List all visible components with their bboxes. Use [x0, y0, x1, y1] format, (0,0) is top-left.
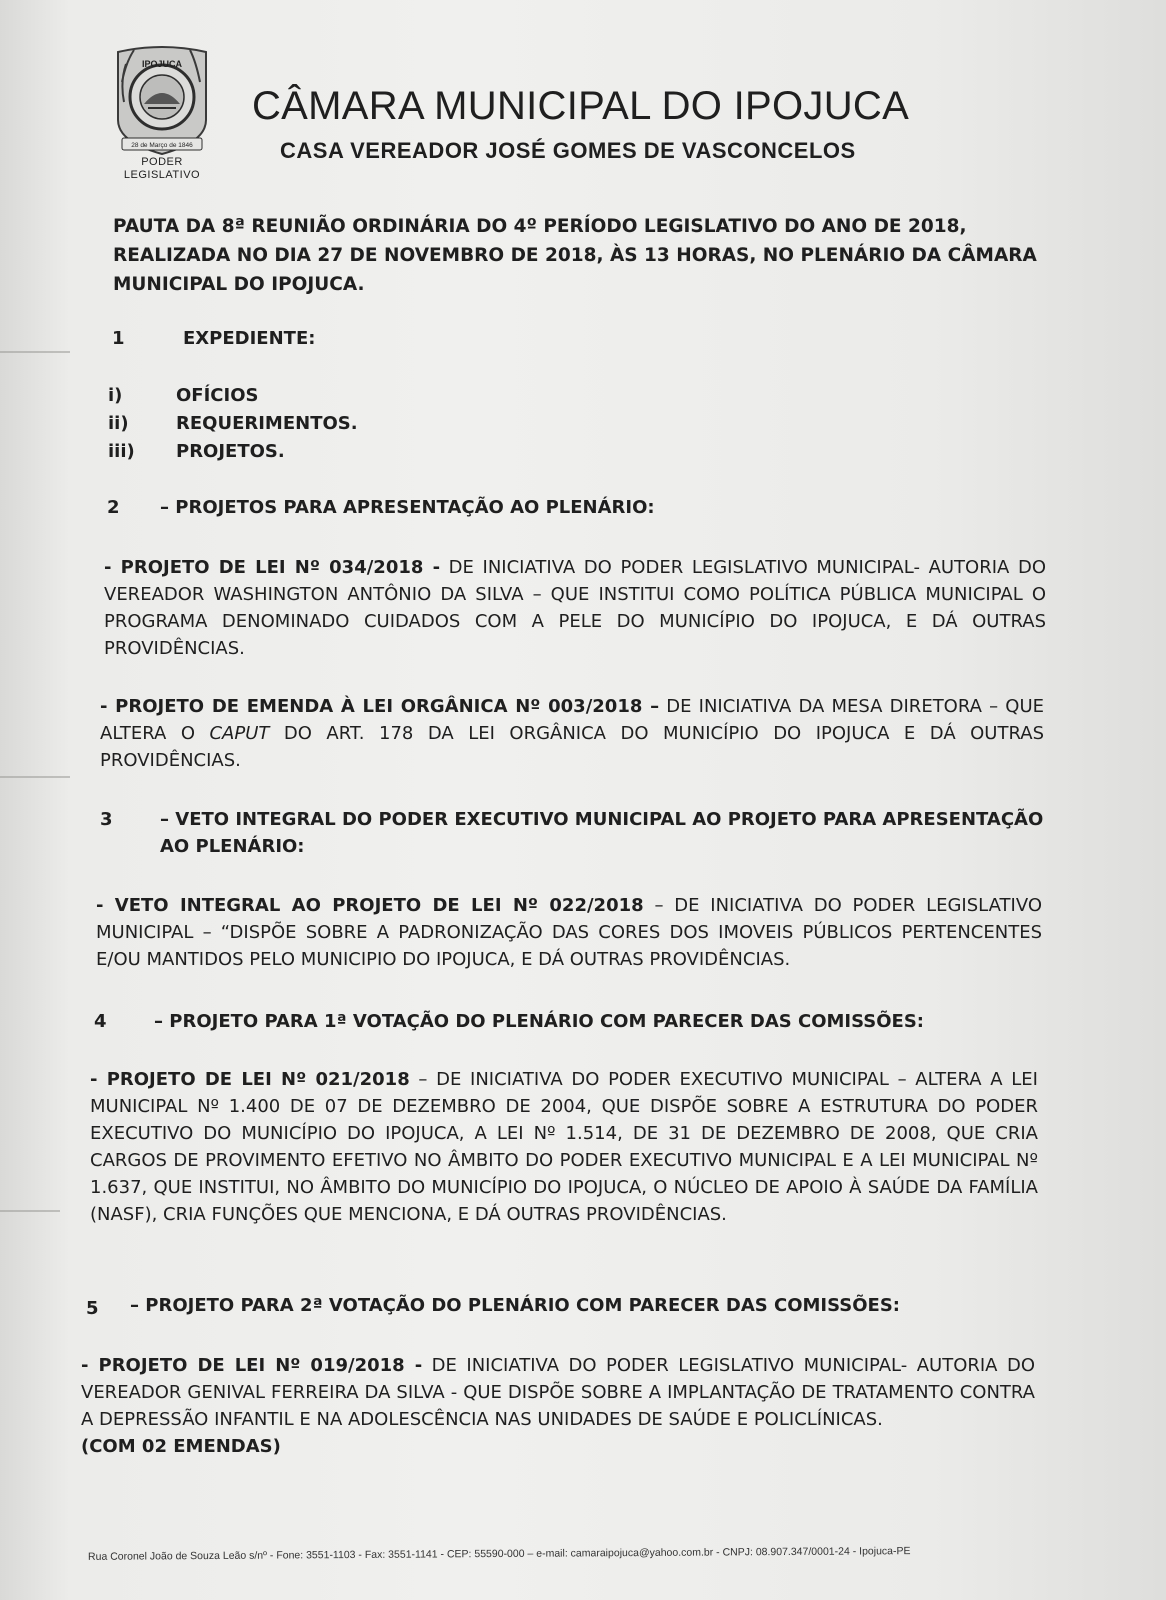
logo-caption-line2: LEGISLATIVO — [123, 169, 201, 181]
logo-caption-line1: PODER — [141, 156, 183, 168]
section-5-heading: – PROJETO PARA 2ª VOTAÇÃO DO PLENÁRIO COM PARECER DAS COMISSÕES: — [130, 1295, 901, 1316]
chamber-title: CÂMARA MUNICIPAL DO IPOJUCA — [252, 84, 910, 128]
project-description: – DE INICIATIVA DO PODER EXECUTIVO MUNICIPAL – ALTERA A LEI MUNICIPAL Nº 1.400 DE 07 DE DEZEMBRO DE 2004, QUE DISPÕE SOBRE A ESTRUTURA DO PODER EXECUTIVO DO MUNICÍPIO DO IPOJUCA, A LEI Nº 1.514, DE 31 DE DEZEMBRO DE 2008, QUE CRIA CARGOS DE PROVIMENTO EFETIVO NO ÂMBITO DO PODER EXECUTIVO MUNICIPAL E A LEI MUNICIPAL Nº 1.637, QUE INSTITUI, NO ÂMBITO DO MUNICÍPIO DO IPOJUCA, O NÚCLEO DE APOIO À SAÚDE DA FAMÍLIA (NASF), CRIA FUNÇÕES QUE MENCIONA, E DÁ OUTRAS PROVIDÊNCIAS. — [90, 1069, 1038, 1225]
section-3-heading: – VETO INTEGRAL DO PODER EXECUTIVO MUNICIPAL AO PROJETO PARA APRESENTAÇÃO AO PLENÁRIO: — [160, 809, 1044, 857]
chamber-subtitle: CASA VEREADOR JOSÉ GOMES DE VASCONCELOS — [280, 138, 856, 163]
logo-text-name: IPOJUCA — [141, 59, 183, 69]
section-3-number: 3 — [100, 809, 113, 830]
project-id: - PROJETO DE LEI Nº 034/2018 - — [104, 557, 441, 578]
project-description: DO ART. 178 DA LEI ORGÂNICA DO MUNICÍPIO DO IPOJUCA E DÁ OUTRAS PROVIDÊNCIAS. — [100, 723, 1044, 771]
veto-description: – DE INICIATIVA DO PODER LEGISLATIVO MUNICIPAL – “DISPÕE SOBRE A PADRONIZAÇÃO DAS CORES DOS IMOVEIS PÚBLICOS PERTENCENTES E/OU MANTIDOS PELO MUNICIPIO DO IPOJUCA, E DÁ OUTRAS PROVIDÊNCIAS. — [96, 895, 1042, 970]
section-1-heading: EXPEDIENTE: — [183, 328, 316, 349]
section-1-number: 1 — [112, 328, 125, 349]
section-4-number: 4 — [94, 1011, 107, 1032]
paper-crease — [0, 351, 70, 353]
expediente-item-marker: ii) — [108, 413, 129, 434]
expediente-item-marker: i) — [108, 385, 123, 406]
section-2-heading: – PROJETOS PARA APRESENTAÇÃO AO PLENÁRIO: — [160, 497, 655, 518]
paper-crease — [0, 776, 70, 778]
expediente-item-label: PROJETOS. — [176, 441, 285, 462]
project-description-italic: CAPUT — [209, 723, 270, 744]
project-note: (COM 02 EMENDAS) — [81, 1436, 281, 1457]
project-description: DE INICIATIVA DA MESA DIRETORA – QUE ALTERA O — [100, 696, 1044, 744]
expediente-item-marker: iii) — [108, 441, 135, 462]
logo-text-date: 28 de Março de 1846 — [131, 142, 193, 149]
project-description: DE INICIATIVA DO PODER LEGISLATIVO MUNICIPAL- AUTORIA DO VEREADOR GENIVAL FERREIRA DA SILVA - QUE DISPÕE SOBRE A IMPLANTAÇÃO DE TRATAMENTO CONTRA A DEPRESSÃO INFANTIL E NA ADOLESCÊNCIA NAS UNIDADES DE SAÚDE E POLICLÍNICAS. — [81, 1355, 1035, 1430]
project-id: - PROJETO DE LEI Nº 019/2018 - — [81, 1355, 423, 1376]
project-id: - PROJETO DE LEI Nº 021/2018 — [90, 1069, 410, 1090]
veto-id: - VETO INTEGRAL AO PROJETO DE LEI Nº 022/2018 — [96, 895, 644, 916]
section-2-number: 2 — [107, 497, 120, 518]
project-description: DE INICIATIVA DO PODER LEGISLATIVO MUNICIPAL- AUTORIA DO VEREADOR WASHINGTON ANTÔNIO DA SILVA – QUE INSTITUI COMO POLÍTICA PÚBLICA MUNICIPAL O PROGRAMA DENOMINADO CUIDADOS COM A PELE DO MUNICÍPIO DO IPOJUCA, E DÁ OUTRAS PROVIDÊNCIAS. — [104, 557, 1047, 659]
project-item — [81, 1352, 1035, 1460]
footer-address: Rua Coronel João de Souza Leão s/nº - Fone: 3551-1103 - Fax: 3551-1141 - CEP: 55590-000 – e-mail: camaraipojuca@yahoo.com.br - CNPJ: 08.907.347/0001-24 - Ipojuca-PE — [87, 1545, 911, 1563]
logo-caption — [104, 156, 220, 182]
section-4-heading: – PROJETO PARA 1ª VOTAÇÃO DO PLENÁRIO COM PARECER DAS COMISSÕES: — [154, 1011, 925, 1032]
project-item — [104, 554, 1046, 662]
project-item — [90, 1066, 1038, 1228]
expediente-item-label: OFÍCIOS — [176, 385, 259, 406]
veto-item — [96, 892, 1042, 973]
section-5-number: 5 — [86, 1298, 99, 1319]
project-id: - PROJETO DE EMENDA À LEI ORGÂNICA Nº 003/2018 – — [100, 696, 660, 717]
project-item — [100, 693, 1044, 774]
paper-crease — [0, 1210, 60, 1212]
agenda-title: PAUTA DA 8ª REUNIÃO ORDINÁRIA DO 4º PERÍODO LEGISLATIVO DO ANO DE 2018, REALIZADA NO DIA 27 DE NOVEMBRO DE 2018, ÀS 13 HORAS, NO PLENÁRIO DA CÂMARA MUNICIPAL DO IPOJUCA. — [113, 216, 1037, 295]
expediente-item-label: REQUERIMENTOS. — [176, 413, 358, 434]
